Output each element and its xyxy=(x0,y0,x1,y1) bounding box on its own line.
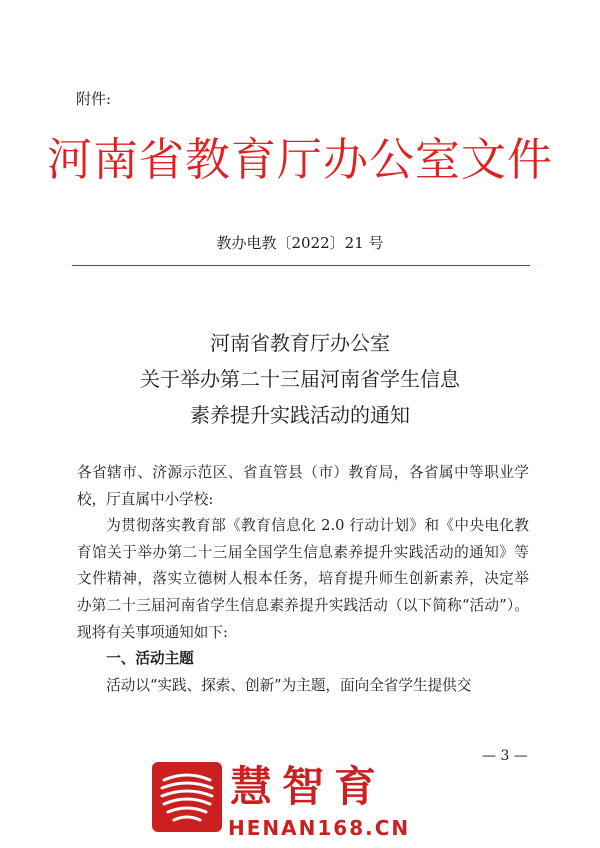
document-number: 教办电教〔2022〕21 号 xyxy=(216,234,384,252)
watermark-url: HENAN168.CN xyxy=(228,816,411,840)
section-heading-theme: 一、活动主题 xyxy=(106,650,194,668)
document-body xyxy=(77,460,529,699)
notice-title xyxy=(0,325,600,433)
watermark xyxy=(150,760,450,844)
title-line-1: 河南省教育厅办公室 xyxy=(210,331,390,355)
red-divider-line xyxy=(72,265,530,266)
watermark-logo-icon xyxy=(150,760,224,834)
intro-paragraph: 为贯彻落实教育部《教育信息化 2.0 行动计划》和《中央电化教育馆关于举办第二十三届全国学生信息素养提升实践活动的通知》等文件精神，落实立德树人根本任务，培育提升师生创新素养，决定举办第二十三届河南省学生信息素养提升实践活动（以下简称“活动”）。现将有关事项通知如下: xyxy=(77,517,529,641)
title-line-2: 关于举办第二十三届河南省学生信息 xyxy=(140,367,460,391)
attachment-label: 附件: xyxy=(76,90,112,108)
section-theme-text: 活动以“实践、探索、创新”为主题，面向全省学生提供交 xyxy=(106,676,472,694)
addressee-paragraph: 各省辖市、济源示范区、省直管县（市）教育局，各省属中等职业学校，厅直属中小学校: xyxy=(77,464,529,508)
title-line-3: 素养提升实践活动的通知 xyxy=(190,403,410,427)
page-number: — 3 — xyxy=(482,748,528,764)
watermark-title: 慧智育 xyxy=(230,762,387,811)
document-masthead: 河南省教育厅办公室文件 xyxy=(46,133,553,186)
